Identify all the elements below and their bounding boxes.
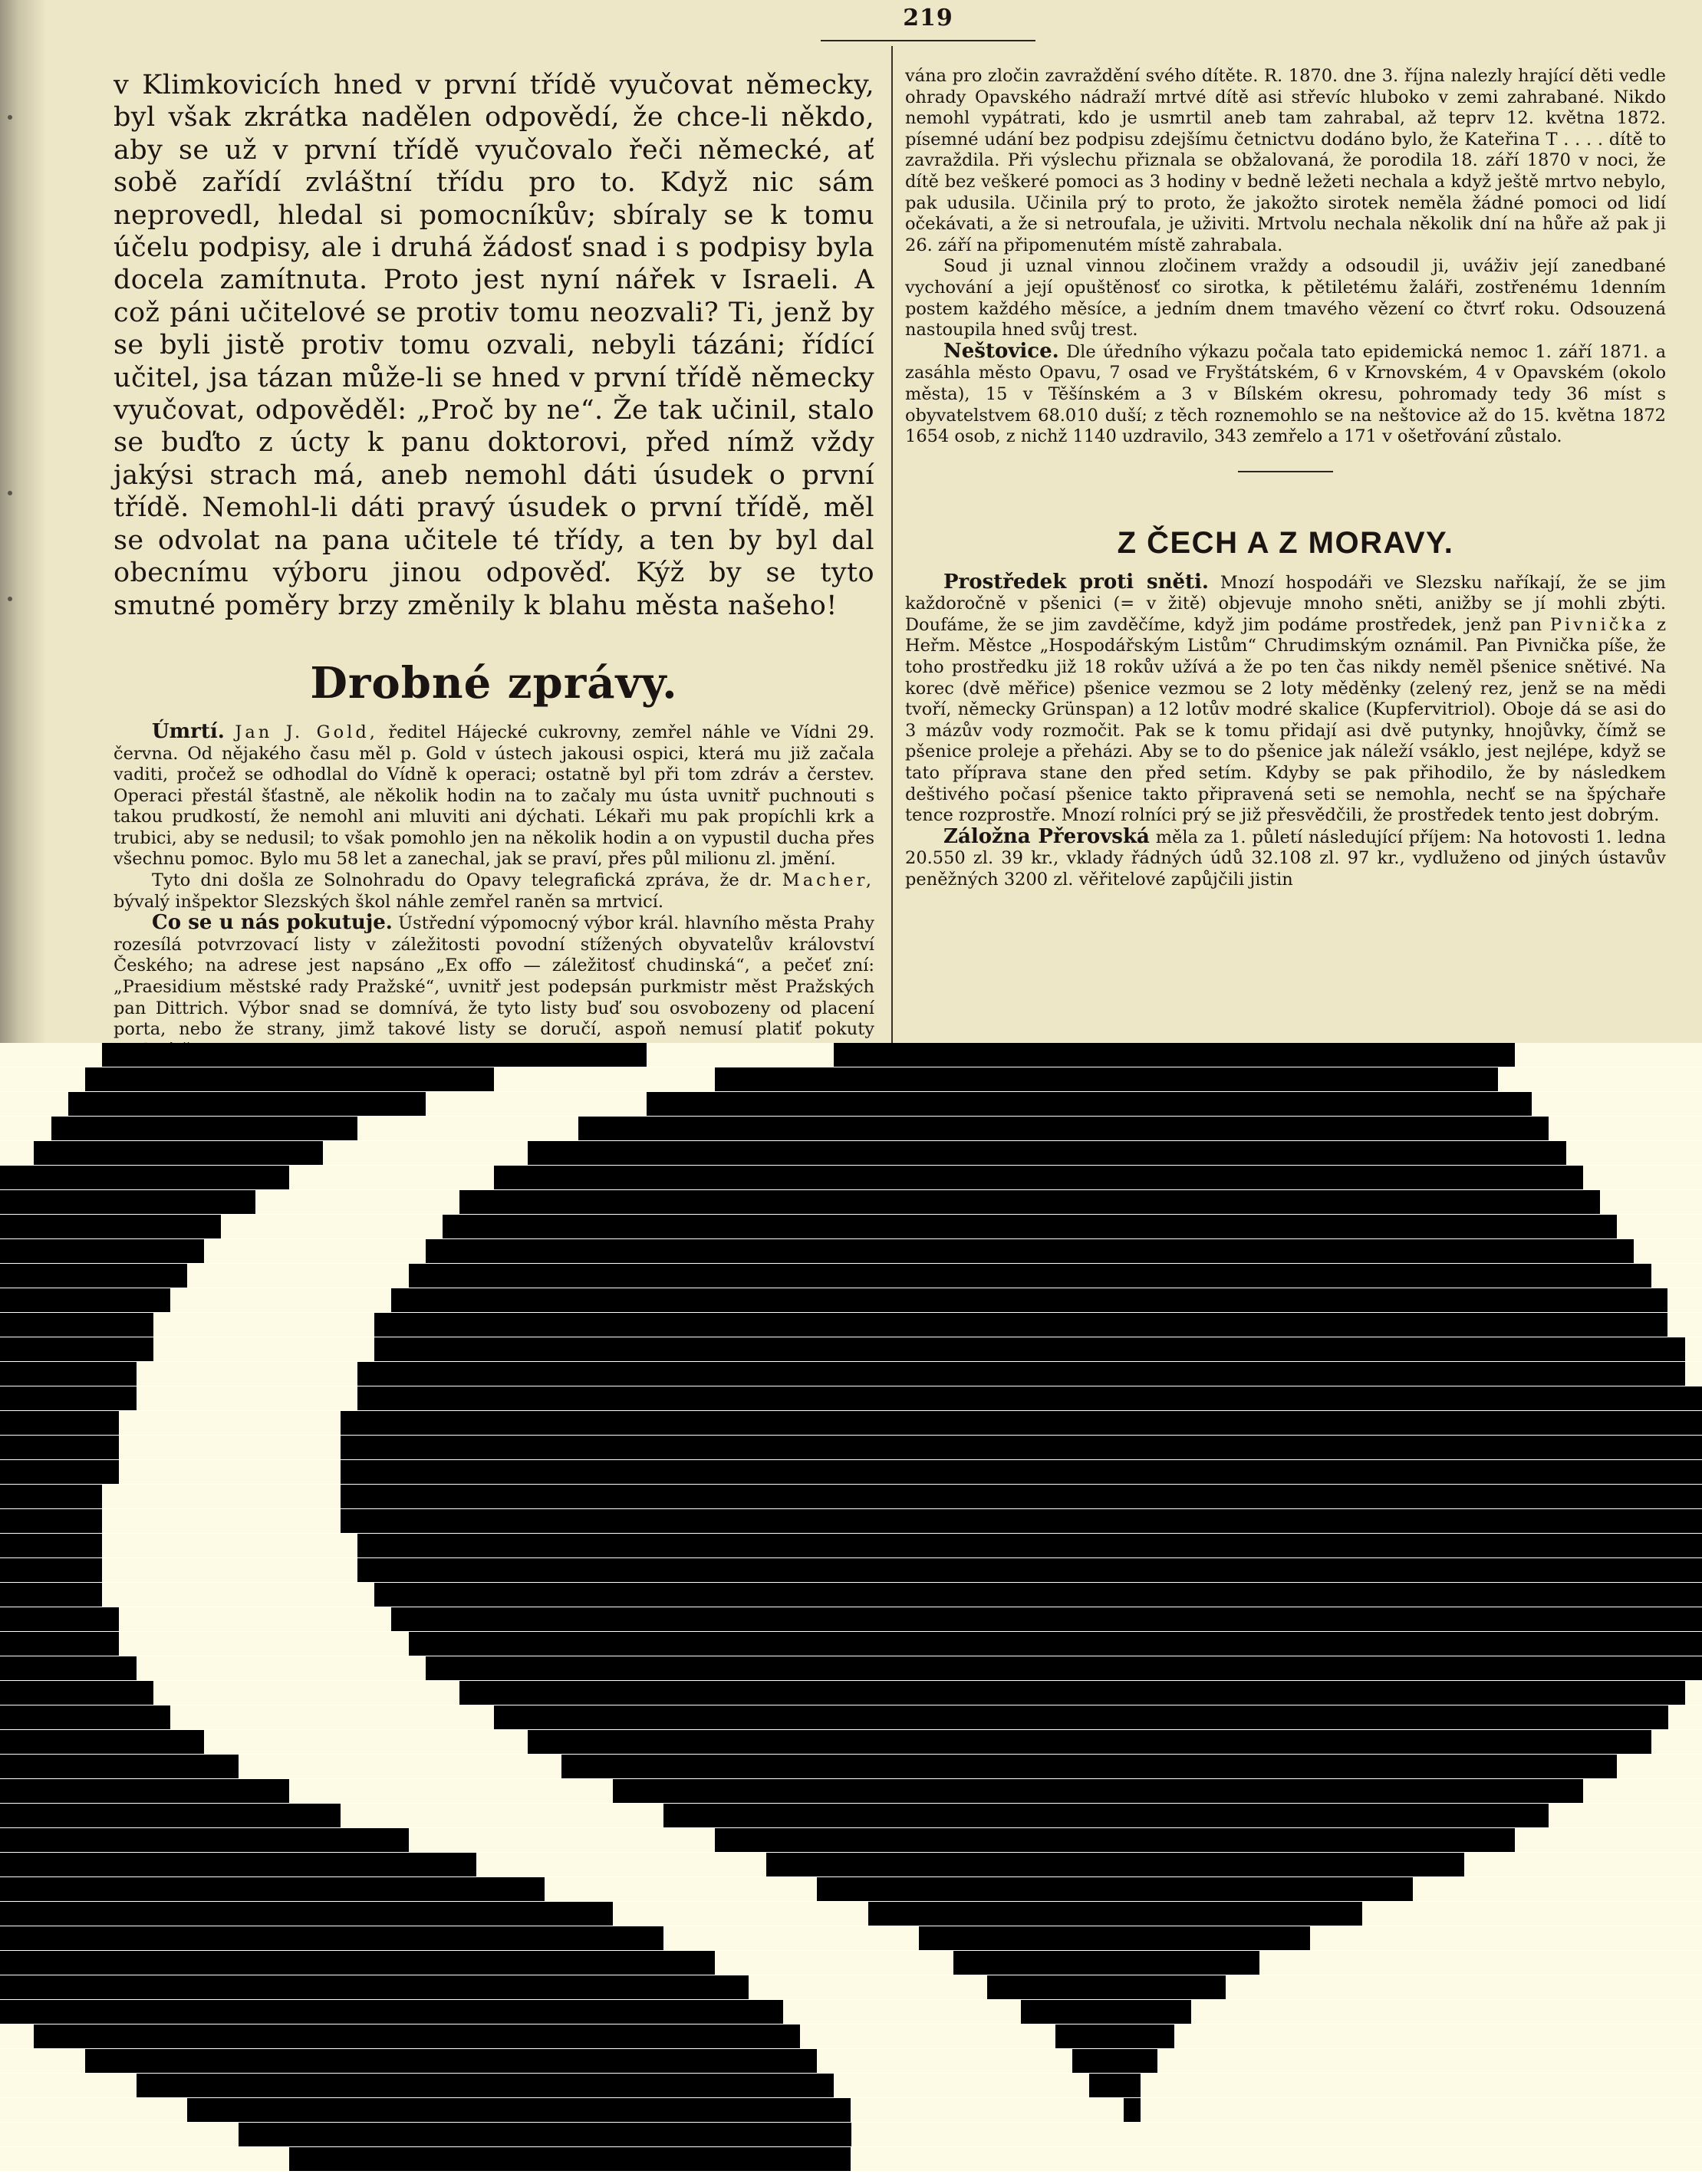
page-number: 219 [903, 5, 953, 31]
item-lead: Prostředek proti sněti. [943, 570, 1209, 594]
band-dark-segment [341, 1436, 1702, 1459]
band-dark-segment [0, 1337, 153, 1361]
band-light-segment [204, 1239, 425, 1263]
band-dark-segment [0, 1313, 153, 1337]
band-dark-segment [357, 1558, 1702, 1582]
distortion-band [0, 1828, 1702, 1852]
band-dark-segment [766, 1853, 1464, 1876]
band-light-segment [476, 1853, 765, 1876]
distortion-band [0, 1067, 1702, 1091]
item-text: měla za 1. půletí následující příjem: Na hotovosti 1. ledna 20.550 zl. 39 kr., vklady řádných údů 32.108 zl. 97 kr., vydluženo od jiných ústavův peněžných 3200 zl. věřitelové zapůjčili jistin [905, 827, 1666, 890]
band-dark-segment [0, 1632, 119, 1656]
item-text: Dle úředního výkazu počala tato epidemická nemoc 1. září 1871. a zasáhla město Opavu, 7 osad ve Fryštátském, 6 v Krnovském, 4 v Opavském (okolo města), 15 v Těšínském a 3 v Bílském okresu, pohromady tedy 36 míst s obyvatelstvem 68.010 duší; z těch roznemohlo se na neštovice až do 15. května 1872 1654 osob, z nichž 1140 uzdravilo, 343 zemřelo a 171 v ošetřování zůstalo. [905, 341, 1666, 447]
band-dark-segment [0, 1779, 289, 1803]
distortion-band [0, 1411, 1702, 1435]
band-light-segment [834, 2074, 1089, 2097]
band-light-segment [137, 1386, 357, 1410]
band-light-segment [187, 1264, 408, 1288]
band-light-segment [119, 1436, 340, 1459]
item-lead: Co se u nás pokutuje. [152, 911, 393, 935]
person-name: Pivnička [1549, 614, 1649, 635]
band-dark-segment [0, 1975, 749, 1999]
band-light-segment [153, 1313, 374, 1337]
band-light-segment [239, 1755, 562, 1778]
distortion-band [0, 1215, 1702, 1238]
band-dark-segment [1055, 2024, 1174, 2048]
band-dark-segment [578, 1117, 1549, 1140]
distortion-band [0, 1681, 1702, 1705]
band-dark-segment [341, 1460, 1702, 1484]
band-light-segment [289, 1166, 493, 1189]
binding-mark [8, 597, 12, 601]
band-dark-segment [613, 1779, 1583, 1803]
item-text: z Heřm. Městce „Hospodářským Listům“ Chrudimským oznámil. Pan Pivnička píše, že toho prostředku již 18 rokův užívá a že po ten čas nikdy neměl pšenice snětivé. Na korec (dvě měřice) pšenice vezmou se 2 loty měděnky (zelený rez, jenž se na mědi tvoří, německy Grünspan) a 12 lotův modré skalice (Kupfervitriol). Oboje dá se asi do 3 mázův vody rozmočit. Pak se k tomu přidají asi dvě putynky, hnojůvky, čímž se pšenice proleje a přeházi. Aby se to do pšenice jak náleží vsáklo, jest nejlépe, když se tato příprava stane den před setím. Kdyby se pak přihodilo, že by následkem deštivého počasí pšenice takto připravená seti se nemohla, nechť se na špýchaře tence rozprostře. Mnozí rolníci prý se již přesvědčili, že prostředek tento jest dobrým. [905, 614, 1666, 826]
band-light-segment [153, 1337, 374, 1361]
band-dark-segment [0, 1288, 170, 1312]
item-text: ředitel Hájecké cukrovny, zemřel náhle ve Vídni 29. června. Od nějakého času měl p. Gold v ústech jakousi ospici, která mu již začala vaditi, pročež se odhodlal do Vídně k operaci; ostatně byl při tom zdráv a čerstev. Operaci přestál šťastně, ale několik hodin na to začaly mu ústa uvnitř puchnouti s takou prudkostí, že nemohl ani mluviti ani dýchati. Lékaři mu pak propíchli krk a trubici, aby se nedusil; to však pomohlo jen na několik hodin a on vypustil ducha přes všechnu pomoc. Bylo mu 58 let a zanechal, jak se praví, přes půl milionu zl. jmění. [114, 722, 874, 870]
distortion-band [0, 2123, 1702, 2146]
distortion-band [0, 1558, 1702, 1582]
band-dark-segment [391, 1288, 1667, 1312]
band-dark-segment [426, 1239, 1634, 1263]
band-dark-segment [68, 1092, 426, 1116]
band-light-segment [102, 1534, 357, 1557]
item-text: Mnozí hospodáři ve Slezsku naříkají, že se jim každoročně v pšenici (= v žitě) objevuje mnoho sněti, anižby se jí mohli zbýti. Doufáme, že se jim zavděčíme, když jim podáme prostředek, jenž pan [905, 572, 1666, 635]
person-name: Macher, [782, 870, 874, 891]
distortion-band [0, 1632, 1702, 1656]
band-dark-segment [391, 1607, 1702, 1631]
distortion-band [0, 1166, 1702, 1189]
distortion-band [0, 1877, 1702, 1901]
binding-mark [8, 115, 12, 120]
distortion-band [0, 1853, 1702, 1876]
distortion-band [0, 2098, 1702, 2122]
distortion-band [0, 1902, 1702, 1926]
news-item-zalozna [905, 824, 1666, 891]
band-dark-segment [85, 1067, 494, 1091]
band-dark-segment [494, 1166, 1583, 1189]
band-dark-segment [1021, 2000, 1191, 2024]
band-dark-segment [817, 1877, 1413, 1901]
distortion-band [0, 1534, 1702, 1557]
band-dark-segment [561, 1755, 1617, 1778]
band-light-segment [851, 2123, 1157, 2146]
distortion-band [0, 1485, 1702, 1508]
distortion-band [0, 1730, 1702, 1754]
band-dark-segment [0, 1239, 204, 1263]
band-dark-segment [0, 1705, 170, 1729]
band-dark-segment [0, 1902, 613, 1926]
band-dark-segment [0, 1656, 137, 1680]
band-light-segment [137, 1362, 357, 1386]
distortion-band [0, 2074, 1702, 2097]
band-dark-segment [0, 1853, 476, 1876]
distortion-band [0, 1386, 1702, 1410]
court-verdict: Soud ji uznal vinnou zločinem vraždy a odsoudil ji, uváživ její zanedbané vychování a její opuštěnosť co sirotka, k pětiletému žaláři, zostřenému 1denním postem každého měsíce, a jedním dnem tmavého vězení co čtvrť roku. Odsouzená nastoupila hned svůj trest. [905, 256, 1666, 340]
distortion-band [0, 1239, 1702, 1263]
band-dark-segment [0, 1558, 102, 1582]
band-dark-segment [0, 1485, 102, 1508]
distortion-band [0, 1043, 1702, 1067]
band-light-segment [102, 1583, 374, 1607]
newspaper-page [0, 0, 1702, 1043]
band-dark-segment [443, 1215, 1617, 1238]
section-separator [1238, 471, 1333, 472]
band-dark-segment [494, 1705, 1668, 1729]
distortion-band [0, 1804, 1702, 1827]
band-light-segment [426, 1092, 647, 1116]
band-dark-segment [0, 1926, 663, 1950]
band-dark-segment [0, 1166, 289, 1189]
distortion-band [0, 1705, 1702, 1729]
news-item-pokutuje [114, 913, 874, 1061]
item-text: Tyto dni došla ze Solnohradu do Opavy telegrafická zpráva, že dr. [152, 870, 782, 891]
distortion-band [0, 1460, 1702, 1484]
band-light-segment [817, 2049, 1072, 2073]
distortion-band [0, 1313, 1702, 1337]
distortion-band [0, 1583, 1702, 1607]
band-dark-segment [34, 2024, 800, 2048]
column-divider [891, 46, 893, 1043]
band-light-segment [102, 1558, 357, 1582]
band-dark-segment [834, 1043, 1515, 1067]
band-light-segment [341, 1804, 664, 1827]
band-dark-segment [374, 1583, 1702, 1607]
band-light-segment [663, 1926, 919, 1950]
band-dark-segment [0, 1804, 341, 1827]
band-dark-segment [0, 1436, 119, 1459]
band-dark-segment [341, 1411, 1702, 1435]
right-column [905, 66, 1666, 891]
band-dark-segment [0, 1607, 119, 1631]
person-name: Jan J. Gold, [235, 722, 378, 742]
band-dark-segment [953, 1951, 1259, 1975]
distortion-band [0, 1337, 1702, 1361]
distortion-band [0, 1092, 1702, 1116]
band-dark-segment [459, 1190, 1600, 1214]
band-light-segment [409, 1828, 715, 1852]
section-heading: Z ČECH A Z MORAVY. [1117, 525, 1454, 560]
band-light-segment [715, 1951, 953, 1975]
band-dark-segment [34, 1141, 323, 1165]
band-dark-segment [0, 1264, 187, 1288]
band-light-segment [137, 1656, 426, 1680]
band-light-segment [289, 1779, 613, 1803]
band-light-segment [255, 1190, 459, 1214]
header-rule [821, 40, 1035, 41]
band-dark-segment [51, 1117, 357, 1140]
band-dark-segment [0, 1190, 255, 1214]
band-light-segment [357, 1117, 578, 1140]
band-dark-segment [239, 2123, 851, 2146]
section-heading: Drobné zprávy. [310, 657, 678, 709]
article-continuation: vána pro zločin zavraždění svého dítěte. R. 1870. dne 3. října nalezly hrající děti vedle ohrady Opavského nádraží mrtvé dítě asi střevíc hluboko v zemi zahrabané. Nikdo nemohl vypátrati, kdo je usmrtil aneb tam zahrabal, až teprv 12. května 1872. písemné udání bez podpisu zdejšímu četnictvu dodáno bylo, že Kateřina T . . . . dítě to zavraždila. Při výslechu přiznala se obžalovaná, že porodila 18. září 1870 v noci, že dítě bez veškeré pomoci as 3 hodiny v bedně ležeti nechala a když ještě mrtvo nebylo, pak udusila. Učinila prý to proto, že jakožto sirotek neměla žádné pomoci od lidí očekávati, a že si netroufala, je uživiti. Mrtvolu nechala několik dní na hůře až pak ji 26. září na připomenutém místě zahrabala. [905, 66, 1666, 255]
band-dark-segment [715, 1067, 1498, 1091]
band-dark-segment [0, 1828, 409, 1852]
band-light-segment [494, 1067, 715, 1091]
distortion-band [0, 1362, 1702, 1386]
band-dark-segment [187, 2098, 851, 2122]
distortion-band [0, 1509, 1702, 1533]
scan-distortion-bands [0, 1043, 1702, 2184]
band-dark-segment [1124, 2098, 1141, 2122]
distortion-band [0, 1436, 1702, 1459]
band-dark-segment [137, 2074, 835, 2097]
distortion-band [0, 1607, 1702, 1631]
band-light-segment [102, 1509, 341, 1533]
band-dark-segment [0, 1877, 545, 1901]
band-dark-segment [341, 1485, 1702, 1508]
band-dark-segment [0, 1460, 119, 1484]
distortion-band [0, 2024, 1702, 2048]
band-dark-segment [919, 1926, 1310, 1950]
band-dark-segment [409, 1264, 1651, 1288]
band-dark-segment [1089, 2074, 1141, 2097]
band-light-segment [749, 1975, 987, 1999]
band-dark-segment [528, 1730, 1651, 1754]
band-dark-segment [0, 1951, 715, 1975]
band-light-segment [170, 1705, 494, 1729]
band-light-segment [545, 1877, 817, 1901]
band-dark-segment [409, 1632, 1702, 1656]
band-dark-segment [0, 1534, 102, 1557]
distortion-band [0, 1288, 1702, 1312]
distortion-band [0, 2147, 1702, 2171]
band-light-segment [102, 1485, 341, 1508]
article-continuation: v Klimkovicích hned v první třídě vyučovat německy, byl však zkrátka nadělen odpovědí, že chce-li někdo, aby se už v první třídě vyučovalo řeči německé, ať sobě zařídí zvláštní třídu pro to. Když nic sám neprovedl, hledal si pomocníkův; sbíraly se k tomu účelu podpisy, ale i druhá žádosť snad i s podpisy byla docela zamítnuta. Proto jest nyní nářek v Israeli. A což páni učitelové se protiv tomu neozvali? Ti, jenž by se byli jistě protiv tomu ozvali, nebyli tázáni; řídící učitel, jsa tázan může-li se hned v první třídě německy vyučovat, odpověděl: „Proč by ne“. Že tak učinil, stalo se buďto z úcty k panu doktorovi, před nímž vždy jakýsi strach má, aneb nemohl dáti úsudek o první třídě. Nemohl-li dáti pravý úsudek o první třídě, měl se odvolat na pana učitele té třídy, a ten by byl dal obecnímu výboru jinou odpověď. Kýž by se tyto smutné poměry brzy změnily k blahu města našeho! [114, 70, 874, 621]
distortion-band [0, 1755, 1702, 1778]
band-light-segment [324, 1141, 528, 1165]
binding-shadow [0, 0, 46, 1043]
band-dark-segment [357, 1386, 1702, 1410]
band-dark-segment [459, 1681, 1685, 1705]
item-lead: Neštovice. [943, 339, 1059, 363]
band-light-segment [800, 2024, 1055, 2048]
news-item-macher [114, 870, 874, 913]
distortion-band [0, 1975, 1702, 1999]
band-light-segment [204, 1730, 528, 1754]
distortion-band [0, 2049, 1702, 2073]
band-light-segment [153, 1681, 459, 1705]
band-light-segment [851, 2147, 1192, 2171]
band-dark-segment [0, 1411, 119, 1435]
distortion-band [0, 1264, 1702, 1288]
band-dark-segment [426, 1656, 1702, 1680]
distortion-band [0, 1117, 1702, 1140]
binding-mark [8, 491, 12, 495]
band-light-segment [119, 1460, 340, 1484]
band-dark-segment [0, 1386, 137, 1410]
distortion-band [0, 2000, 1702, 2024]
news-item-umrti [114, 719, 874, 870]
distortion-band [0, 1141, 1702, 1165]
band-dark-segment [663, 1804, 1549, 1827]
band-dark-segment [987, 1975, 1226, 1999]
band-dark-segment [0, 1583, 102, 1607]
band-light-segment [119, 1411, 340, 1435]
band-dark-segment [85, 2049, 817, 2073]
band-dark-segment [0, 2000, 783, 2024]
item-lead: Úmrtí. [152, 719, 225, 743]
item-text: Ústřední výpomocný výbor král. hlavního města Prahy rozesílá potvrzovací listy v záležitosti povodní stížených obyvatelův království Českého; na adrese jest napsáno „Ex offo — záležitosť chudinská“, a pečeť zní: „Praesidium městské rady Pražské“, uvnitř jest podepsán purkmistr měst Pražských pan Dittrich. Výbor snad se domnívá, že tyto listy buď sou osvobozeny od placení porta, nebo že strany, jimž takové listy se doručí, aspoň nemusí platiť pokuty [114, 913, 874, 1040]
band-dark-segment [0, 1215, 221, 1238]
band-dark-segment [357, 1534, 1702, 1557]
band-light-segment [170, 1288, 391, 1312]
news-item-nestovice [905, 341, 1666, 448]
band-light-segment [221, 1215, 442, 1238]
band-dark-segment [102, 1043, 647, 1067]
distortion-band [0, 1951, 1702, 1975]
band-dark-segment [0, 1730, 204, 1754]
band-dark-segment [1072, 2049, 1157, 2073]
item-lead: Záložna Přerovská [943, 824, 1150, 848]
band-light-segment [851, 2098, 1124, 2122]
distortion-band [0, 1656, 1702, 1680]
band-dark-segment [357, 1362, 1685, 1386]
left-column [114, 69, 874, 1061]
band-dark-segment [0, 1509, 102, 1533]
band-light-segment [783, 2000, 1022, 2024]
band-dark-segment [868, 1902, 1362, 1926]
band-dark-segment [647, 1092, 1532, 1116]
band-light-segment [119, 1607, 391, 1631]
band-dark-segment [289, 2147, 851, 2171]
band-dark-segment [528, 1141, 1566, 1165]
distortion-band [0, 1190, 1702, 1214]
band-dark-segment [341, 1509, 1702, 1533]
band-dark-segment [374, 1313, 1667, 1337]
band-light-segment [613, 1902, 868, 1926]
distortion-band [0, 1926, 1702, 1950]
band-dark-segment [0, 1362, 137, 1386]
distortion-band [0, 1779, 1702, 1803]
band-dark-segment [0, 1681, 153, 1705]
band-light-segment [647, 1043, 834, 1067]
band-dark-segment [715, 1828, 1515, 1852]
band-light-segment [119, 1632, 408, 1656]
item-text: bývalý inšpektor Slezských škol náhle zemřel raněn sa mrtvicí. [114, 891, 664, 912]
news-item-snet [905, 572, 1666, 827]
band-dark-segment [374, 1337, 1685, 1361]
band-dark-segment [0, 1755, 239, 1778]
